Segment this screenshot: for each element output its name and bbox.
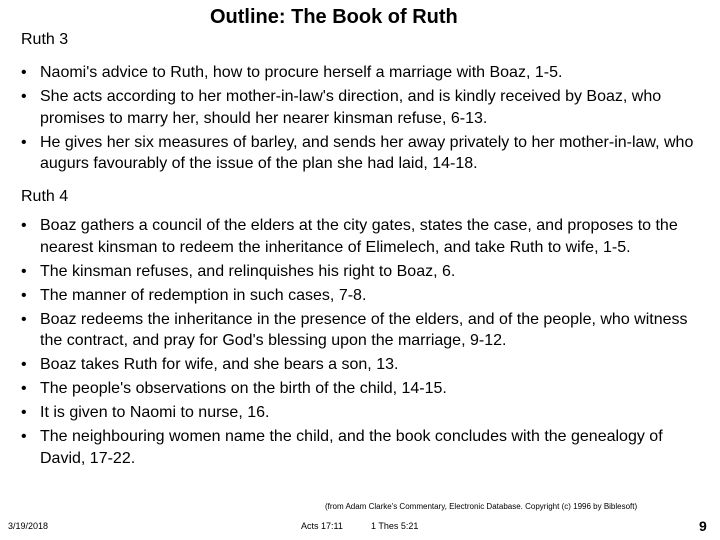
- bullet-icon: •: [21, 217, 27, 234]
- list-item-text: She acts according to her mother‑in‑law's direction, and is kindly received by Boaz, who promises to marry her, should her nearer kinsman refuse, 6‑13.: [40, 88, 662, 127]
- source-attribution: (from Adam Clarke's Commentary, Electronic Database. Copyright (c) 1996 by Biblesoft): [325, 502, 638, 511]
- list-item: [21, 62, 711, 84]
- footer-scripture-reference: Acts 17:11: [301, 521, 343, 531]
- list-item-text: Boaz redeems the inheritance in the presence of the elders, and of the people, who witness the contract, and pray for God's blessing upon the marriage, 9‑12.: [40, 310, 688, 349]
- list-item: [21, 402, 711, 424]
- list-item-text: The kinsman refuses, and relinquishes his right to Boaz, 6.: [40, 262, 456, 280]
- section-heading-ruth-4: Ruth 4: [21, 188, 69, 205]
- footer-date: 3/19/2018: [8, 521, 49, 531]
- list-item-text: Naomi's advice to Ruth, how to procure herself a marriage with Boaz, 1‑5.: [40, 64, 563, 81]
- ruth-4-bullet-list: [21, 215, 711, 472]
- list-item: [21, 285, 711, 307]
- page-number: 9: [699, 518, 707, 534]
- bullet-icon: •: [21, 380, 27, 397]
- bullet-icon: •: [21, 310, 27, 328]
- bullet-icon: •: [21, 88, 27, 105]
- list-item-text: Boaz takes Ruth for wife, and she bears a son, 13.: [40, 356, 399, 373]
- bullet-icon: •: [21, 286, 27, 304]
- list-item: [21, 309, 711, 352]
- list-item-text: Boaz gathers a council of the elders at the city gates, states the case, and proposes to the nearest kinsman to redeem the inheritance of Elimelech, and take Ruth to wife, 1‑5.: [40, 217, 678, 256]
- list-item: [21, 378, 711, 400]
- bullet-icon: •: [21, 262, 27, 280]
- bullet-icon: •: [21, 404, 27, 421]
- list-item: [21, 132, 711, 175]
- page-title: Outline: The Book of Ruth: [210, 6, 458, 28]
- list-item-text: The neighbouring women name the child, and the book concludes with the genealogy of David, 17‑22.: [40, 428, 663, 467]
- bullet-icon: •: [21, 428, 27, 445]
- list-item: [21, 86, 711, 129]
- bullet-icon: •: [21, 64, 27, 81]
- list-item: [21, 215, 711, 258]
- list-item: [21, 261, 711, 283]
- bullet-icon: •: [21, 133, 27, 151]
- list-item: [21, 426, 711, 469]
- list-item-text: He gives her six measures of barley, and sends her away privately to her mother‑in‑law, who augurs favourably of the issue of the plan she had laid, 14‑18.: [40, 133, 694, 172]
- section-heading-ruth-3: Ruth 3: [21, 31, 69, 48]
- list-item-text: It is given to Naomi to nurse, 16.: [40, 404, 270, 421]
- list-item-text: The manner of redemption in such cases, 7‑8.: [40, 286, 367, 304]
- ruth-3-bullet-list: [21, 62, 711, 177]
- list-item-text: The people's observations on the birth of the child, 14‑15.: [40, 380, 447, 397]
- footer-scripture-reference: 1 Thes 5:21: [371, 521, 419, 531]
- bullet-icon: •: [21, 356, 27, 373]
- list-item: [21, 354, 711, 376]
